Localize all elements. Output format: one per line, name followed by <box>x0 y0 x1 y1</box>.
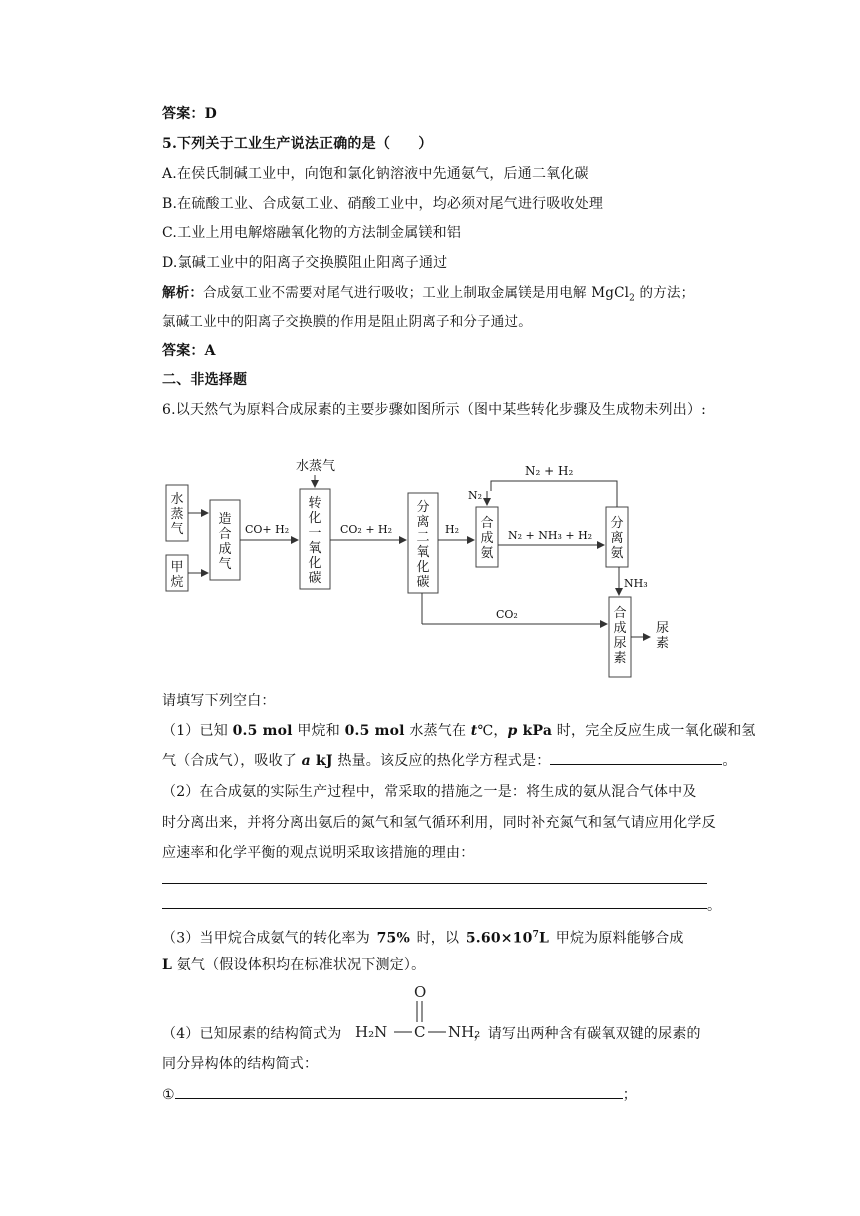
analysis-text-1-end: 的方法； <box>635 285 695 301</box>
p1-i: kPa <box>517 723 553 739</box>
urea-nh2: NH₂ <box>448 1023 481 1041</box>
label-n2-h2: N₂ + H₂ <box>525 464 574 478</box>
p3-sup: 7 <box>532 930 540 940</box>
label-nh3: NH₃ <box>624 577 648 590</box>
part-4-item-1 <box>162 1084 637 1105</box>
p1-m: kJ <box>310 753 333 769</box>
box-nh3-text: 合成氨 <box>480 516 494 561</box>
p1-g: ℃， <box>477 723 508 739</box>
p1-e: 水蒸气在 <box>404 723 471 739</box>
urea-h2n: H₂N <box>355 1023 388 1041</box>
p4-a: （4）已知尿素的结构简式为 <box>162 1026 342 1042</box>
answer-blank-2a[interactable] <box>162 883 707 884</box>
label-co2-h2: CO₂ + H₂ <box>340 523 393 536</box>
analysis-sub: 2 <box>629 293 636 304</box>
p4-b: ，请写出两种含有碳氧双键的尿素的 <box>473 1026 701 1042</box>
part-3-line-1 <box>162 925 684 949</box>
p3-g: L <box>162 957 173 973</box>
p3-b: 75% <box>376 930 410 947</box>
p4-end: ； <box>622 1087 637 1103</box>
p1-end: 。 <box>722 753 737 769</box>
part-2-line-2: 时分离出来，并将分离出氨后的氮气和氢气循环利用，同时补充氮气和氢气请应用化学反 <box>162 815 716 831</box>
option-b: B.在硫酸工业、合成氨工业、硝酸工业中，均必须对尾气进行吸收处理 <box>162 196 604 212</box>
p1-j: 时，完全反应生成一氧化碳和氢 <box>552 723 756 739</box>
p3-a: （3）当甲烷合成氨气的转化率为 <box>162 930 377 947</box>
label-steam-top: 水蒸气 <box>296 459 336 474</box>
p2-end: 。 <box>707 898 722 914</box>
p3-f: 甲烷为原料能够合成 <box>549 930 684 947</box>
p1-c: 甲烷和 <box>292 723 345 739</box>
option-c: C.工业上用电解熔融氧化物的方法制金属镁和铝 <box>162 225 462 241</box>
box-water-text: 水蒸气 <box>170 492 184 537</box>
analysis-text-1: 合成氨工业不需要对尾气进行吸收；工业上制取金属镁是用电解 MgCl <box>203 285 630 301</box>
p1-l: a <box>301 753 311 769</box>
p1-n: 热量。该反应的热化学方程式是： <box>332 753 551 769</box>
part-4-line-2: 同分异构体的结构简式： <box>162 1056 319 1072</box>
part-1-line-1 <box>162 721 756 741</box>
analysis-line-2: 氯碱工业中的阳离子交换膜的作用是阻止阴离子和分子通过。 <box>162 314 532 330</box>
question-5 <box>162 134 433 154</box>
box-sep-co2-text: 分离二氧化碳 <box>416 500 430 590</box>
p1-b: 0.5 mol <box>232 723 293 739</box>
part-1-line-2 <box>162 750 737 771</box>
box-syngas-text: 造合成气 <box>218 512 232 572</box>
box-urea-text: 合成尿素 <box>613 606 627 666</box>
label-h2: H₂ <box>445 523 460 536</box>
q5-text: 5.下列关于工业生产说法正确的是（ ） <box>162 136 433 152</box>
urea-c: C <box>414 1023 426 1041</box>
box-sep-nh3-text: 分离氨 <box>610 516 624 561</box>
label-co-h2: CO+ H₂ <box>245 523 290 536</box>
fill-instruction: 请填写下列空白： <box>162 693 276 709</box>
p1-a: （1）已知 <box>162 723 233 739</box>
p3-h: 氨气（假设体积均在标准状况下测定）。 <box>172 957 426 973</box>
p3-c: 时，以 <box>409 930 466 947</box>
analysis-label: 解析： <box>162 285 204 301</box>
urea-structure <box>350 982 490 1044</box>
answer-blank-1[interactable] <box>550 750 722 765</box>
p1-d: 0.5 mol <box>344 723 405 739</box>
answer-a: 答案：A <box>162 343 216 359</box>
answer-blank-4[interactable] <box>175 1084 623 1099</box>
answer-blank-2b[interactable] <box>162 908 707 909</box>
box-convert-text: 转化一氧化碳 <box>308 496 322 586</box>
p3-e: L <box>539 930 550 947</box>
analysis-line-1 <box>162 283 694 309</box>
p3-d: 5.60×10 <box>465 930 533 947</box>
box-methane-text: 甲烷 <box>170 560 184 590</box>
label-product: 尿素 <box>656 621 670 651</box>
question-6: 6.以天然气为原料合成尿素的主要步骤如图所示（图中某些转化步骤及生成物未列出）: <box>162 402 707 418</box>
p1-h: p <box>507 723 518 739</box>
option-d: D.氯碱工业中的阳离子交换膜阻止阳离子通过 <box>162 255 448 271</box>
option-a: A.在侯氏制碱工业中，向饱和氯化钠溶液中先通氨气，后通二氧化碳 <box>162 166 589 182</box>
process-flow-diagram <box>150 445 690 685</box>
urea-o: O <box>414 983 427 1001</box>
section-title: 二、非选择题 <box>162 372 248 388</box>
label-n2: N₂ <box>468 489 483 502</box>
part-2-line-1: （2）在合成氨的实际生产过程中，常采取的措施之一是：将生成的氨从混合气体中及 <box>162 784 697 800</box>
p1-k: 气（合成气），吸收了 <box>162 753 302 769</box>
part-3-line-2 <box>162 955 425 975</box>
label-co2: CO₂ <box>496 608 518 621</box>
part-2-line-3: 应速率和化学平衡的观点说明采取该措施的理由： <box>162 845 475 861</box>
p4-item: ① <box>162 1087 175 1103</box>
label-mix: N₂ + NH₃ + H₂ <box>508 529 593 542</box>
p1-f: t <box>470 723 478 739</box>
answer-d: 答案：D <box>162 106 217 122</box>
